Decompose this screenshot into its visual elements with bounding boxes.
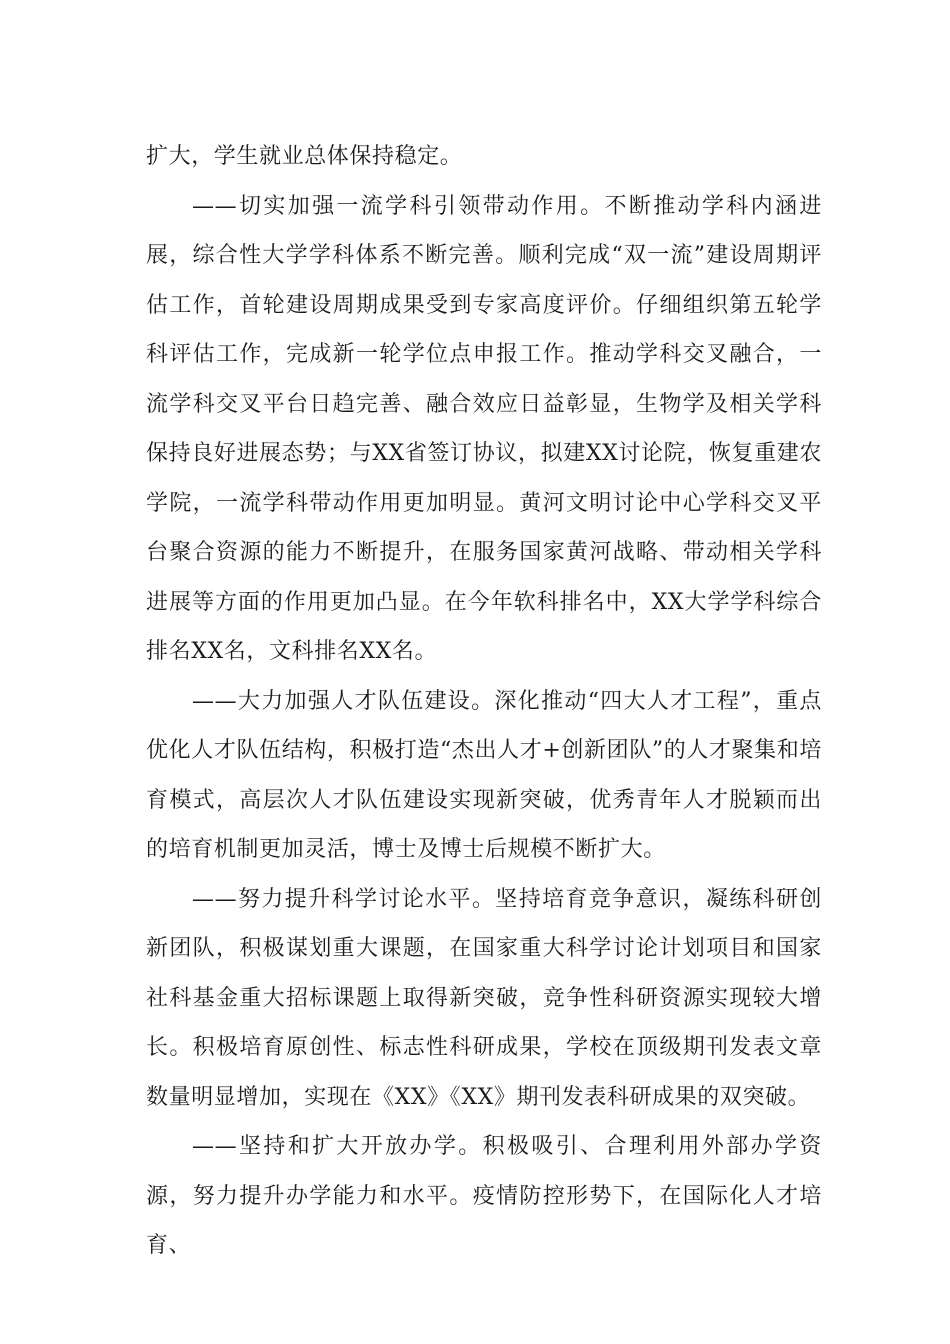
paragraph-open-education: ——坚持和扩大开放办学。积极吸引、合理利用外部办学资源，努力提升办学能力和水平。疫情防控形势下，在国际化人才培育、 bbox=[146, 1134, 822, 1258]
paragraph-discipline-leading: ——切实加强一流学科引领带动作用。不断推动学科内涵进展，综合性大学学科体系不断完善。顺利完成“双一流”建设周期评估工作，首轮建设周期成果受到专家高度评价。仔细组织第五轮学科评估工作，完成新一轮学位点申报工作。推动学科交叉融合，一流学科交叉平台日趋完善、融合效应日益彰显，生物学及相关学科保持良好进展态势；与XX省签订协议，拟建XX讨论院，恢复重建农学院，一流学科带动作用更加明显。黄河文明讨论中心学科交叉平台聚合资源的能力不断提升，在服务国家黄河战略、带动相关学科进展等方面的作用更加凸显。在今年软科排名中，XX大学学科综合排名XX名，文科排名XX名。 bbox=[146, 193, 822, 664]
document-body bbox=[146, 132, 822, 1271]
paragraph-employment-tail: 扩大，学生就业总体保持稳定。 bbox=[146, 144, 463, 169]
paragraph-research-level: ——努力提升科学讨论水平。坚持培育竞争意识，凝练科研创新团队，积极谋划重大课题，在国家重大科学讨论计划项目和国家社科基金重大招标课题上取得新突破，竞争性科研资源实现较大增长。积极培育原创性、标志性科研成果，学校在顶级期刊发表文章数量明显增加，实现在《XX》《XX》期刊发表科研成果的双突破。 bbox=[146, 886, 822, 1110]
paragraph-talent-team: ——大力加强人才队伍建设。深化推动“四大人才工程”，重点优化人才队伍结构，积极打造“杰出人才+创新团队”的人才聚集和培育模式，高层次人才队伍建设实现新突破，优秀青年人才脱颖而出的培育机制更加灵活，博士及博士后规模不断扩大。 bbox=[146, 688, 822, 862]
